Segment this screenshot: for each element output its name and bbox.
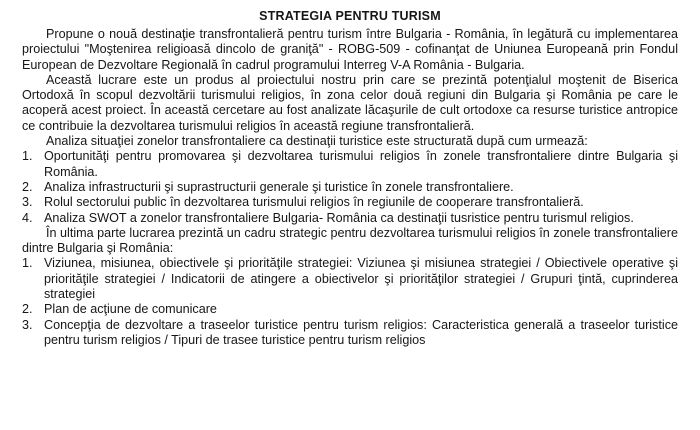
paragraph-project: Această lucrare este un produs al proiectului nostru prin care se prezintă potenţialul moştenit de Biserica Ortodoxă în scopul dezvoltării turismului religios, în zona celor două regiuni din Bulgaria şi România pe care le acoperă acest proiect. În această cercetare au fost analizate lăcaşurile de cult ortodoxe ca resurse turistice antropice ce contribuie la dezvoltarea turismului religios în această regiune transfrontalieră. xyxy=(22,72,678,133)
list-item-number: 1. xyxy=(22,256,33,271)
list-item-text: Plan de acţiune de comunicare xyxy=(44,302,217,317)
list-item-number: 4. xyxy=(22,210,33,225)
framework-list xyxy=(22,256,678,348)
list-item-text: Oportunităţi pentru promovarea şi dezvoltarea turismului religios în zonele transfrontaliere dintre Bulgaria şi România. xyxy=(44,149,678,179)
list-item-number: 1. xyxy=(22,149,33,164)
paragraph-framework: În ultima parte lucrarea prezintă un cadru strategic pentru dezvoltarea turismului religios în zonele transfrontaliere dintre Bulgaria şi România: xyxy=(22,225,678,256)
list-item-text: Rolul sectorului public în dezvoltarea turismului religios în regiunile de cooperare transfrontalieră. xyxy=(44,195,584,210)
list-item-text: Analiza SWOT a zonelor transfrontaliere Bulgaria- România ca destinaţii tusristice pentru turismul religios. xyxy=(44,210,634,225)
list-item xyxy=(22,195,678,210)
list-item-text: Viziunea, misiunea, obiectivele şi priorităţile strategiei: Viziunea şi misiunea strategiei / Obiectivele operative şi priorităţile strategiei / Indicatorii de atingere a obiectivelor şi priorităţilor strategiei / Grupuri ţintă, cuprinderea strategiei xyxy=(44,256,678,302)
document-title: STRATEGIA PENTRU TURISM xyxy=(259,9,441,23)
list-item-number: 3. xyxy=(22,317,33,332)
paragraph-analysis: Analiza situaţiei zonelor transfrontaliere ca destinaţii turistice este structurată după cum urmează: xyxy=(46,134,588,149)
list-item xyxy=(22,211,678,226)
list-item xyxy=(22,149,678,180)
list-item-text: Concepţia de dezvoltare a traseelor turistice pentru turism religios: Caracteristica generală a traseelor turistice pentru turism religios / Tipuri de trasee turistice pentru turism religios xyxy=(44,317,678,347)
list-item xyxy=(22,180,678,195)
paragraph-intro: Propune o nouă destinaţie transfrontalieră pentru turism între Bulgaria - România, în legătură cu implementarea proiectului "Moştenirea religioasă dincolo de graniţă" - ROBG-509 - cofinanţat de Uniunea Europeană prin Fondul European de Dezvoltare Regională în cadrul programului Interreg V-A România - Bulgaria. xyxy=(22,27,678,72)
analysis-list xyxy=(22,149,678,225)
list-item-text: Analiza infrastructurii şi suprastructurii generale şi turistice în zonele transfrontaliere. xyxy=(44,179,514,194)
list-item-number: 2. xyxy=(22,302,33,317)
list-item xyxy=(22,318,678,349)
list-item-number: 2. xyxy=(22,179,33,194)
list-item-number: 3. xyxy=(22,195,33,210)
list-item xyxy=(22,302,678,317)
list-item xyxy=(22,256,678,302)
